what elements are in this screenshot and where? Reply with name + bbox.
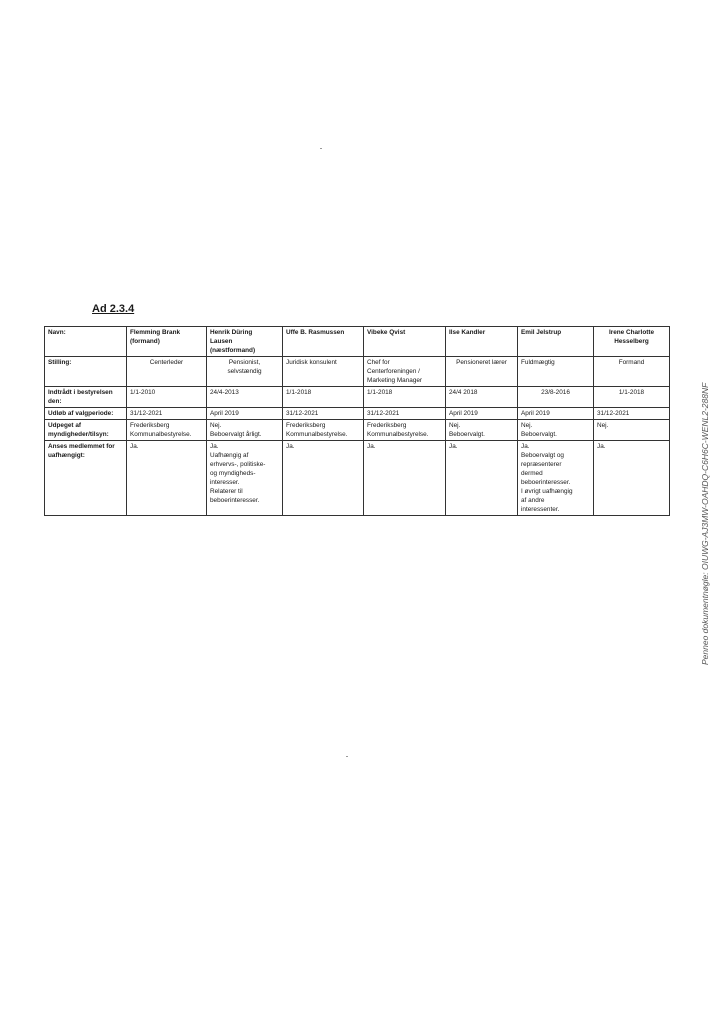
table-cell [518,420,594,441]
cell-line: Beboervalgt. [449,431,485,438]
table-row [45,441,670,516]
cell-line: Irene Charlotte [608,329,655,336]
cell-line: 31/12-2021 [597,410,630,417]
cell-line: beboerinteresser. [210,497,260,504]
cell-line: Ilse Kandler [449,329,486,336]
cell-line: myndigheder/tilsyn: [48,431,109,438]
cell-line: Beboervalgt. [521,431,557,438]
cell-line: Navn: [48,329,66,336]
table-cell [364,408,446,420]
scan-speck [320,148,322,149]
header-cell-member [283,327,364,357]
table-cell [594,387,670,408]
table-cell [594,357,670,387]
table-cell [127,408,207,420]
table-cell [518,441,594,516]
cell-line: Ja. [286,443,295,450]
section-title: Ad 2.3.4 [92,303,135,315]
cell-line: Formand [618,359,645,366]
table-cell [127,387,207,408]
cell-line: af andre [521,497,545,504]
table-cell [207,387,283,408]
table-cell [283,441,364,516]
cell-line: Ja. [210,443,219,450]
table-cell [283,420,364,441]
cell-line: 1/1-2010 [130,389,156,396]
cell-line: uafhængigt: [48,452,85,459]
table-cell [518,387,594,408]
cell-line: Nej. [521,422,533,429]
row-label-cell [45,408,127,420]
board-members-table [44,326,670,516]
header-cell-label [45,327,127,357]
cell-line: Ja. [367,443,376,450]
table-cell [364,357,446,387]
table-cell [283,387,364,408]
cell-line: Nej. [449,422,461,429]
penneo-document-key: Penneo dokumentnøgle: OIUWG-AJ3MW-OAHDQ-C6H6C-WENL2-288NF [700,382,710,665]
cell-line: Centerleder [149,359,184,366]
cell-line: Lausen [210,338,233,345]
cell-line: Ja. [449,443,458,450]
table-cell [283,357,364,387]
table-cell [364,420,446,441]
row-label-cell [45,420,127,441]
table-cell [594,408,670,420]
cell-line: interessenter. [521,506,560,513]
table-cell [127,357,207,387]
cell-line: Kommunalbestyrelse. [367,431,429,438]
cell-line: Marketing Manager [367,377,423,384]
table-cell [446,357,518,387]
table-cell [207,441,283,516]
cell-line: Frederiksberg [286,422,326,429]
cell-line: Relaterer til [210,488,243,495]
cell-line: Centerforeningen / [367,368,420,375]
cell-line: 24/4 2018 [449,389,478,396]
table-header-row [45,327,670,357]
cell-line: April 2019 [449,410,478,417]
table-cell [594,420,670,441]
cell-line: 31/12-2021 [286,410,319,417]
table-cell [518,408,594,420]
cell-line: Ja. [130,443,139,450]
table-cell [364,387,446,408]
cell-line: 24/4-2013 [210,389,239,396]
table-cell [207,408,283,420]
cell-line: Indtrådt i bestyrelsen [48,389,113,396]
cell-line: Juridisk konsulent [286,359,337,366]
cell-line: Fuldmægtig [521,359,555,366]
cell-line: Stilling: [48,359,72,366]
cell-line: Nej. [210,422,222,429]
header-cell-member [207,327,283,357]
cell-line: Uafhængig af [210,452,249,459]
row-label-cell [45,441,127,516]
table-cell [207,420,283,441]
cell-line: 1/1-2018 [367,389,393,396]
table-row [45,408,670,420]
table-cell [127,420,207,441]
cell-line: interesser. [210,479,240,486]
cell-line: den: [48,398,62,405]
header-cell-member [364,327,446,357]
cell-line: beboerinteresser. [521,479,571,486]
cell-line: Ja. [597,443,606,450]
cell-line: (formand) [130,338,160,345]
cell-line: Frederiksberg [130,422,170,429]
cell-line: dermed [521,470,543,477]
cell-line: Flemming Brank [130,329,181,336]
cell-line: Chef for [367,359,390,366]
cell-line: 1/1-2018 [286,389,312,396]
header-cell-member [446,327,518,357]
cell-line: April 2019 [521,410,550,417]
table-row [45,387,670,408]
cell-line: og myndigheds- [210,470,256,477]
table-cell [446,441,518,516]
cell-line: I øvrigt uafhængig [521,488,573,495]
cell-line: April 2019 [210,410,239,417]
cell-line: 1/1-2018 [618,389,645,396]
table-cell [364,441,446,516]
row-label-cell [45,357,127,387]
cell-line: Henrik Düring [210,329,253,336]
table-cell [446,420,518,441]
cell-line: 31/12-2021 [367,410,400,417]
cell-line: Anses medlemmet for [48,443,115,450]
table-cell [446,387,518,408]
cell-line: Vibeke Qvist [367,329,406,336]
cell-line: Hesselberg [614,338,649,345]
cell-line: Kommunalbestyrelse. [130,431,192,438]
cell-line: Kommunalbestyrelse. [286,431,348,438]
cell-line: Pensioneret lærer [456,359,507,366]
cell-line: Udpeget af [48,422,82,429]
header-cell-member [594,327,670,357]
cell-line: Pensionist, [228,359,261,366]
table-row [45,420,670,441]
cell-line: 31/12-2021 [130,410,163,417]
cell-line: (næstformand) [210,347,256,354]
cell-line: Beboervalgt og [521,452,564,459]
table-cell [283,408,364,420]
cell-line: selvstændig [227,368,262,375]
table-cell [518,357,594,387]
header-cell-member [127,327,207,357]
cell-line: Nej. [597,422,609,429]
row-label-cell [45,387,127,408]
cell-line: Emil Jelstrup [521,329,562,336]
cell-line: Udløb af valgperiode: [48,410,114,417]
table-cell [207,357,283,387]
cell-line: Beboervalgt årligt. [210,431,262,438]
cell-line: erhvervs-, politiske- [210,461,266,468]
table-row [45,357,670,387]
cell-line: repræsenterer [521,461,562,468]
header-cell-member [518,327,594,357]
cell-line: Frederiksberg [367,422,407,429]
table-cell [127,441,207,516]
table-cell [446,408,518,420]
table-cell [594,441,670,516]
scan-speck [346,756,348,757]
cell-line: 23/8-2016 [541,389,570,396]
cell-line: Ja. [521,443,530,450]
cell-line: Uffe B. Rasmussen [286,329,345,336]
